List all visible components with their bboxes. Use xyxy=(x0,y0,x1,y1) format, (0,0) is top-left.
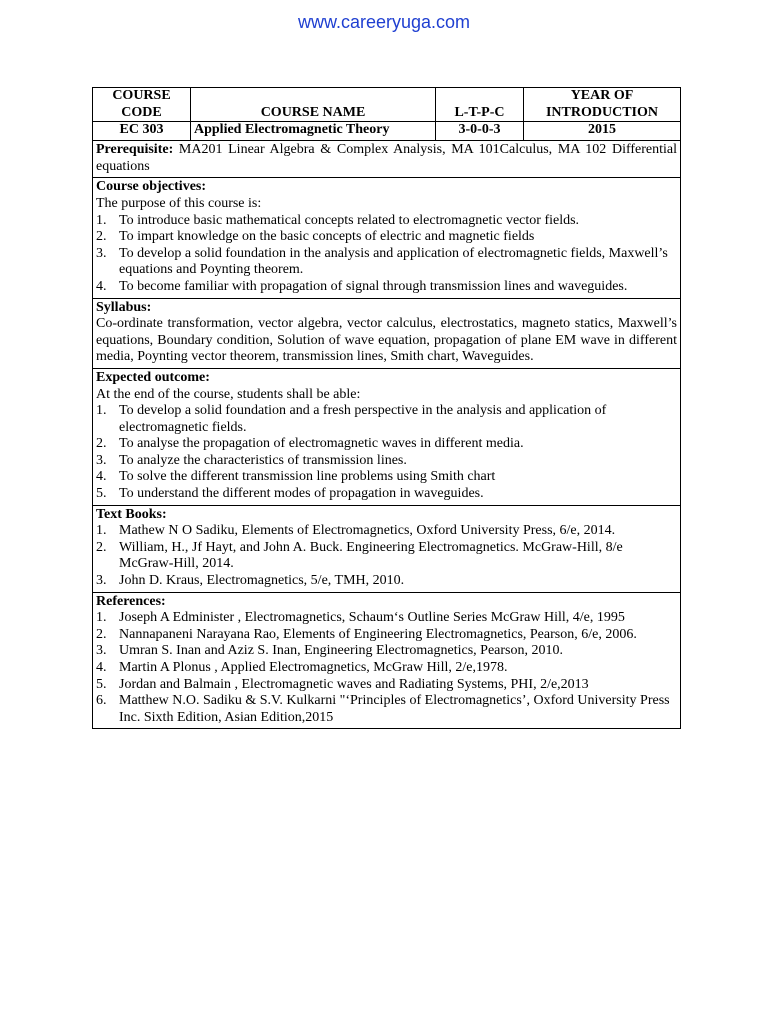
course-header-row xyxy=(93,88,681,122)
course-info-row xyxy=(93,122,681,141)
outcome-intro: At the end of the course, students shall be able: xyxy=(96,386,361,402)
outcome-title: Expected outcome: xyxy=(96,369,210,385)
list-item xyxy=(96,610,677,627)
list-item xyxy=(96,436,677,453)
list-number: 3. xyxy=(96,452,107,468)
list-number: 4. xyxy=(96,278,107,294)
list-item xyxy=(96,523,677,540)
list-item xyxy=(96,627,677,644)
course-name-value: Applied Electromagnetic Theory xyxy=(191,122,436,141)
course-name-header: COURSE NAME xyxy=(191,88,436,122)
course-syllabus-table xyxy=(92,87,681,729)
list-number: 5. xyxy=(96,676,107,692)
list-item xyxy=(96,660,677,677)
list-number: 2. xyxy=(96,436,107,452)
syllabus-text: Co-ordinate transformation, vector algebra, vector calculus, electrostatics, magneto statics, Maxwell’s equations, Boundary condition, Solution of wave equation, propagation of plane EM wave in different media, Poynting vector theorem, transmission lines, Smith chart, Waveguides. xyxy=(96,316,677,365)
references-row xyxy=(93,592,681,729)
ltpc-header: L-T-P-C xyxy=(436,88,524,122)
list-text: To introduce basic mathematical concepts related to electromagnetic vector fields. xyxy=(119,212,580,228)
year-header-line2: INTRODUCTION xyxy=(545,104,658,120)
list-text: Umran S. Inan and Aziz S. Inan, Engineering Electromagnetics, Pearson, 2010. xyxy=(119,643,563,659)
year-header-line1: YEAR OF xyxy=(570,88,634,103)
text-books-list xyxy=(96,523,677,589)
list-item xyxy=(96,213,677,230)
course-code-header xyxy=(93,88,191,122)
list-text: To become familiar with propagation of signal through transmission lines and waveguides. xyxy=(119,278,628,294)
list-number: 4. xyxy=(96,469,107,485)
list-text: To impart knowledge on the basic concepts of electric and magnetic fields xyxy=(119,229,535,245)
ltpc-value: 3-0-0-3 xyxy=(436,122,524,141)
list-text: To solve the different transmission line problems using Smith chart xyxy=(119,469,496,485)
list-number: 1. xyxy=(96,212,107,228)
objectives-list xyxy=(96,213,677,296)
course-code-header-line1: COURSE xyxy=(112,88,171,103)
prerequisite-cell xyxy=(93,141,681,178)
objectives-row xyxy=(93,178,681,298)
list-text: Martin A Plonus , Applied Electromagnetics, McGraw Hill, 2/e,1978. xyxy=(119,660,508,675)
list-number: 3. xyxy=(96,245,107,261)
list-text: To analyse the propagation of electromagnetic waves in different media. xyxy=(119,436,524,452)
outcome-list xyxy=(96,403,677,503)
syllabus-title: Syllabus: xyxy=(96,299,152,315)
references-cell xyxy=(93,592,681,729)
list-item xyxy=(96,279,677,296)
list-text: William, H., Jf Hayt, and John A. Buck. Engineering Electromagnetics. McGraw-Hill, 8/e McGraw-Hill, 2014. xyxy=(119,539,623,572)
list-text: To develop a solid foundation and a fresh perspective in the analysis and application of electromagnetic fields. xyxy=(119,403,607,435)
list-item xyxy=(96,677,677,694)
year-value: 2015 xyxy=(524,122,681,141)
list-number: 1. xyxy=(96,523,107,539)
list-number: 4. xyxy=(96,660,107,675)
list-text: Matthew N.O. Sadiku & S.V. Kulkarni "‘Principles of Electromagnetics’, Oxford University Press Inc. Sixth Edition, Asian Edition,2015 xyxy=(119,693,670,725)
references-title: References: xyxy=(96,593,166,609)
syllabus-cell xyxy=(93,298,681,368)
list-text: To understand the different modes of propagation in waveguides. xyxy=(119,486,484,502)
text-books-title: Text Books: xyxy=(96,506,167,522)
prerequisite-row xyxy=(93,141,681,178)
list-number: 3. xyxy=(96,573,107,589)
objectives-title: Course objectives: xyxy=(96,179,207,195)
list-item xyxy=(96,469,677,486)
list-text: John D. Kraus, Electromagnetics, 5/e, TMH, 2010. xyxy=(119,573,405,589)
list-item xyxy=(96,453,677,470)
text-books-cell xyxy=(93,505,681,592)
syllabus-row xyxy=(93,298,681,368)
course-code-header-line2: CODE xyxy=(121,104,162,120)
list-item xyxy=(96,643,677,660)
list-item xyxy=(96,229,677,246)
list-number: 2. xyxy=(96,539,107,555)
text-books-row xyxy=(93,505,681,592)
objectives-intro: The purpose of this course is: xyxy=(96,195,262,211)
list-text: Nannapaneni Narayana Rao, Elements of Engineering Electromagnetics, Pearson, 6/e, 2006. xyxy=(119,626,637,642)
year-header xyxy=(524,88,681,122)
prerequisite-label: Prerequisite: xyxy=(96,142,174,158)
objectives-cell xyxy=(93,178,681,298)
list-number: 2. xyxy=(96,229,107,245)
list-text: To analyze the characteristics of transmission lines. xyxy=(119,452,407,468)
list-item xyxy=(96,403,677,436)
list-item xyxy=(96,540,677,573)
list-text: To develop a solid foundation in the analysis and application of electromagnetic fields, Maxwell’s equations and Poynting theorem. xyxy=(119,245,668,278)
prerequisite-text: MA201 Linear Algebra & Complex Analysis, MA 101Calculus, MA 102 Differential equations xyxy=(96,142,677,174)
list-item xyxy=(96,693,677,726)
list-item xyxy=(96,246,677,279)
outcome-cell xyxy=(93,368,681,505)
list-number: 1. xyxy=(96,610,107,626)
list-number: 5. xyxy=(96,486,107,502)
list-item xyxy=(96,486,677,503)
list-number: 1. xyxy=(96,403,107,419)
list-text: Jordan and Balmain , Electromagnetic waves and Radiating Systems, PHI, 2/e,2013 xyxy=(119,676,589,692)
references-list xyxy=(96,610,677,726)
list-number: 3. xyxy=(96,643,107,659)
list-item xyxy=(96,573,677,590)
site-url-link[interactable]: www.careeryuga.com xyxy=(297,12,471,32)
outcome-row xyxy=(93,368,681,505)
course-code-value: EC 303 xyxy=(93,122,191,141)
list-text: Mathew N O Sadiku, Elements of Electromagnetics, Oxford University Press, 6/e, 2014. xyxy=(119,523,616,539)
list-number: 6. xyxy=(96,693,107,709)
list-text: Joseph A Edminister , Electromagnetics, Schaum‘s Outline Series McGraw Hill, 4/e, 1995 xyxy=(119,610,625,626)
list-number: 2. xyxy=(96,626,107,642)
